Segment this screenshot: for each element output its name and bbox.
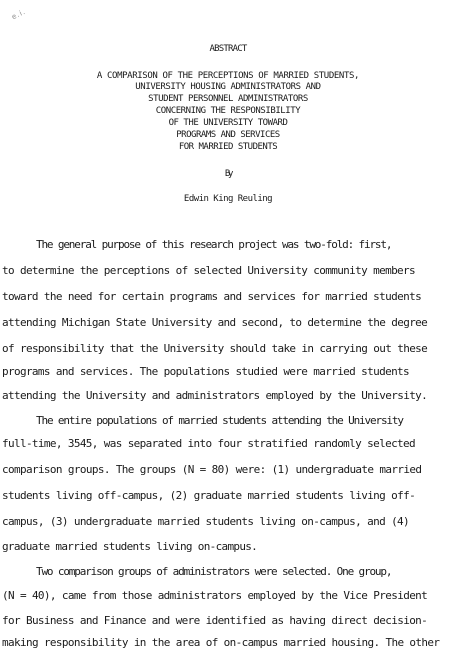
title-line: PROGRAMS AND SERVICES (176, 130, 280, 140)
body-line: making responsibility in the area of on-campus married housing. The other (2, 636, 440, 649)
title-line: UNIVERSITY HOUSING ADMINISTRATORS AND (135, 82, 321, 92)
body-line: The entire populations of married students attending the University (36, 414, 403, 427)
author-name: Edwin King Reuling (183, 194, 273, 204)
corner-mark: e.i. (10, 7, 28, 22)
body-line: (N = 40), came from those administrators employed by the Vice President (2, 589, 428, 602)
by-line: By (224, 169, 232, 179)
body-line: students living off-campus, (2) graduate married students living off- (2, 489, 416, 502)
title-line: A COMPARISON OF THE PERCEPTIONS OF MARRIED STUDENTS, (96, 71, 360, 81)
body-line: of responsibility that the University should take in carrying out these (2, 342, 428, 355)
body-line: full-time, 3545, was separated into four stratified randomly selected (2, 437, 416, 450)
body-line: Two comparison groups of administrators were selected. One group, (36, 565, 392, 578)
body-line: attending the University and administrators employed by the University. (2, 389, 428, 402)
body-line: to determine the perceptions of selected University community members (2, 264, 416, 277)
body-line: programs and services. The populations studied were married students (2, 365, 410, 378)
title-line: CONCERNING THE RESPONSIBILITY (155, 106, 301, 116)
body-line: toward the need for certain programs and services for married students (2, 290, 422, 303)
title-line: OF THE UNIVERSITY TOWARD (168, 118, 288, 128)
body-line: attending Michigan State University and second, to determine the degree (2, 316, 428, 329)
body-line: comparison groups. The groups (N = 80) were: (1) undergraduate married (2, 463, 422, 476)
body-line: campus, (3) undergraduate married students living on-campus, and (4) (2, 515, 410, 528)
body-line: The general purpose of this research project was two-fold: first, (36, 238, 392, 251)
title-line: STUDENT PERSONNEL ADMINISTRATORS (148, 94, 308, 104)
abstract-heading: ABSTRACT (209, 44, 247, 54)
body-line: graduate married students living on-campus. (2, 540, 258, 553)
title-line: FOR MARRIED STUDENTS (178, 142, 278, 152)
body-line: for Business and Finance and were identified as having direct decision- (2, 614, 428, 627)
